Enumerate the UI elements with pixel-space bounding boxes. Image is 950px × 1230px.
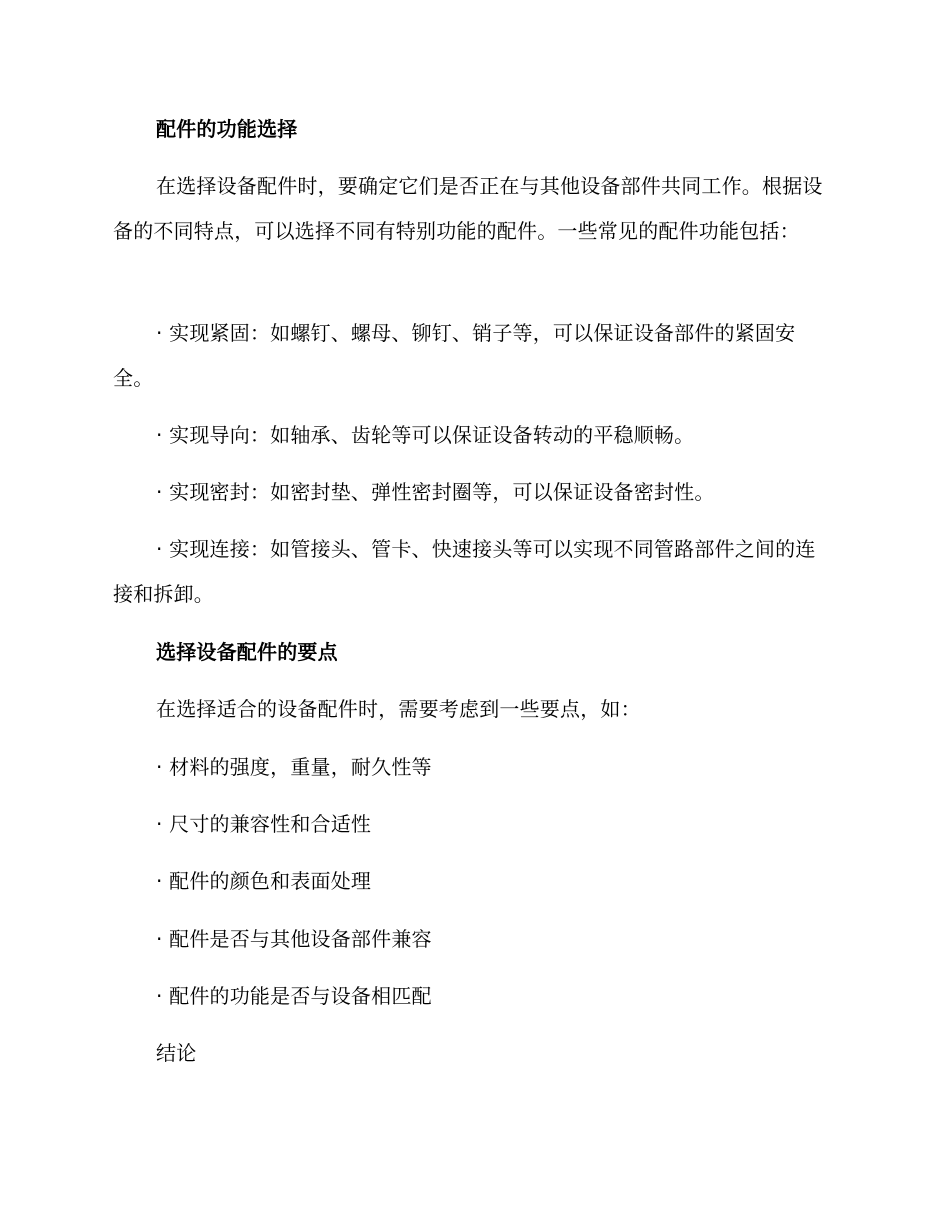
list-item-sealing: · 实现密封：如密封垫、弹性密封圈等，可以保证设备密封性。 xyxy=(156,480,715,504)
list-item-color: · 配件的颜色和表面处理 xyxy=(156,869,372,893)
list-item-size: · 尺寸的兼容性和合适性 xyxy=(156,812,372,836)
paragraph-function-intro: 在选择设备配件时，要确定它们是否正在与其他设备部件共同工作。根据设备的不同特点，可以选择不同有特别功能的配件。一些常见的配件功能包括： xyxy=(113,174,823,243)
paragraph-selection-intro: 在选择适合的设备配件时，需要考虑到一些要点，如： xyxy=(156,697,641,721)
list-item-connecting: · 实现连接：如管接头、管卡、快速接头等可以实现不同管路部件之间的连接和拆卸。 xyxy=(113,537,816,606)
section-heading-selection-points: 选择设备配件的要点 xyxy=(156,640,338,664)
list-item-fastening: · 实现紧固：如螺钉、螺母、铆钉、销子等，可以保证设备部件的紧固安全。 xyxy=(113,321,796,390)
list-item-material: · 材料的强度，重量，耐久性等 xyxy=(156,755,432,779)
section-heading-conclusion: 结论 xyxy=(156,1041,197,1065)
list-item-guiding: · 实现导向：如轴承、齿轮等可以保证设备转动的平稳顺畅。 xyxy=(156,423,695,447)
list-item-compatibility: · 配件是否与其他设备部件兼容 xyxy=(156,927,432,951)
list-item-function-match: · 配件的功能是否与设备相匹配 xyxy=(156,984,432,1008)
section-heading-function-selection: 配件的功能选择 xyxy=(156,117,298,141)
